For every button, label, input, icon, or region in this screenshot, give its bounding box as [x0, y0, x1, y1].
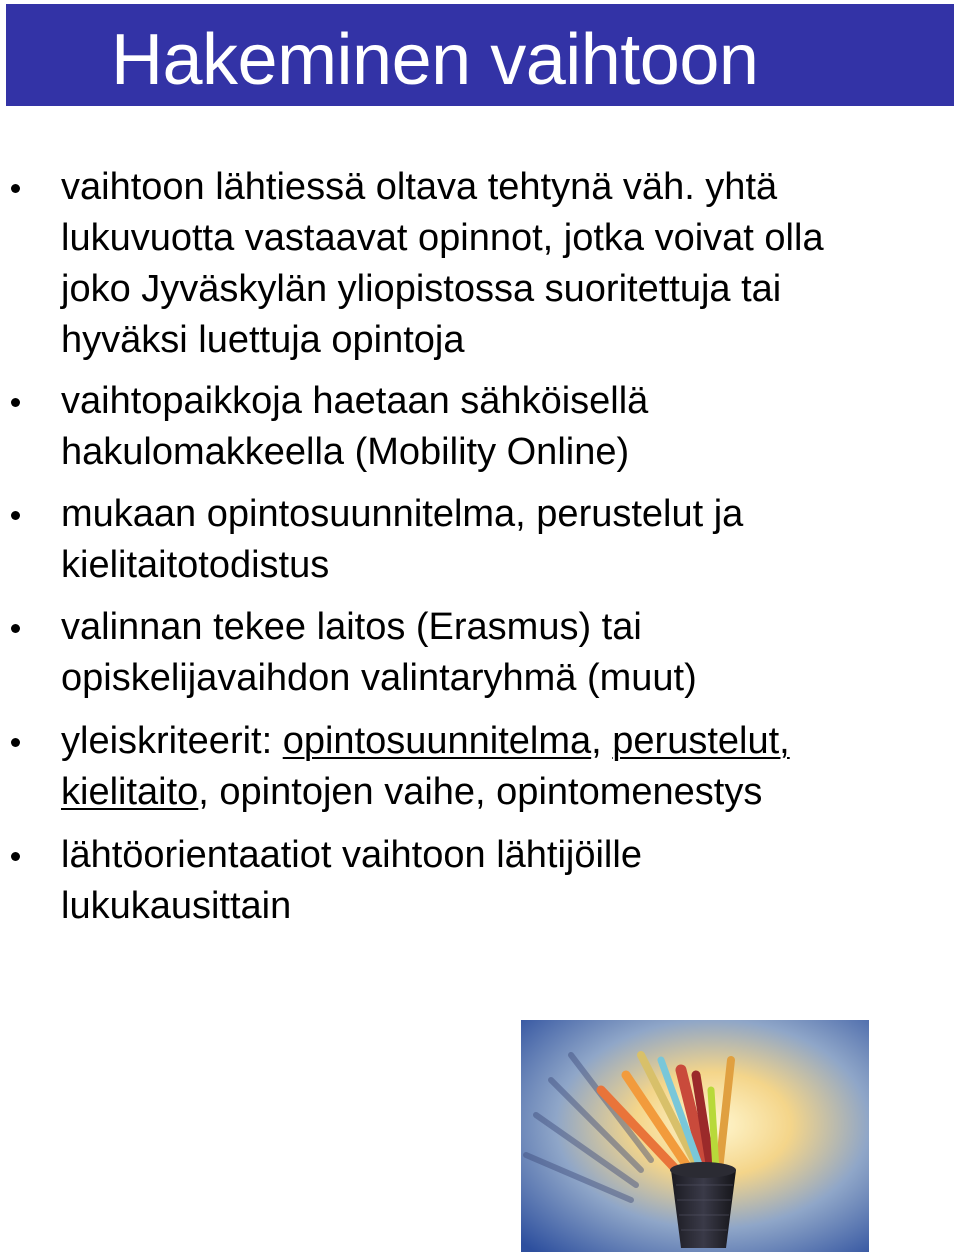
bullet-line: vaihtopaikkoja haetaan sähköisellä [61, 380, 649, 422]
pencil-cup-photo [521, 1020, 869, 1252]
criteria-prefix: yleiskriteerit: [61, 720, 283, 762]
bullet-line: lähtöorientaatiot vaihtoon lähtijöille [61, 834, 642, 876]
bullet-line: joko Jyväskylän yliopistossa suoritettuja tai [61, 268, 782, 310]
bullet-line: lukuvuotta vastaavat opinnot, jotka voivat olla [61, 217, 824, 259]
bullet-line: kielitaitotodistus [61, 544, 330, 586]
slide-title: Hakeminen vaihtoon [111, 20, 759, 100]
bullet-line: valinnan tekee laitos (Erasmus) tai [61, 606, 642, 648]
bullet-line: mukaan opintosuunnitelma, perustelut ja [61, 493, 744, 535]
bullet-line: hyväksi luettuja opintoja [61, 319, 465, 361]
pencil-cup-illustration [521, 1020, 869, 1252]
criteria-separator: , [591, 720, 613, 762]
bullet-line-criteria-2 [61, 766, 762, 818]
link-perustelut[interactable]: perustelut, [612, 720, 790, 762]
bullet-dot [11, 398, 20, 407]
bullet-line: lukukausittain [61, 885, 292, 927]
criteria-suffix: , opintojen vaihe, opintomenestys [198, 771, 763, 813]
link-opintosuunnitelma[interactable]: opintosuunnitelma [282, 720, 592, 762]
bullet-line: opiskelijavaihdon valintaryhmä (muut) [61, 657, 697, 699]
bullet-line: vaihtoon lähtiessä oltava tehtynä väh. yhtä [61, 166, 778, 208]
bullet-dot [11, 511, 20, 520]
bullet-dot [11, 624, 20, 633]
bullet-dot [11, 184, 20, 193]
bullet-line-criteria [61, 715, 790, 767]
link-kielitaito[interactable]: kielitaito [61, 771, 199, 813]
bullet-dot [11, 738, 20, 747]
title-bar [6, 4, 954, 106]
bullet-dot [11, 852, 20, 861]
bullet-line: hakulomakkeella (Mobility Online) [61, 431, 630, 473]
